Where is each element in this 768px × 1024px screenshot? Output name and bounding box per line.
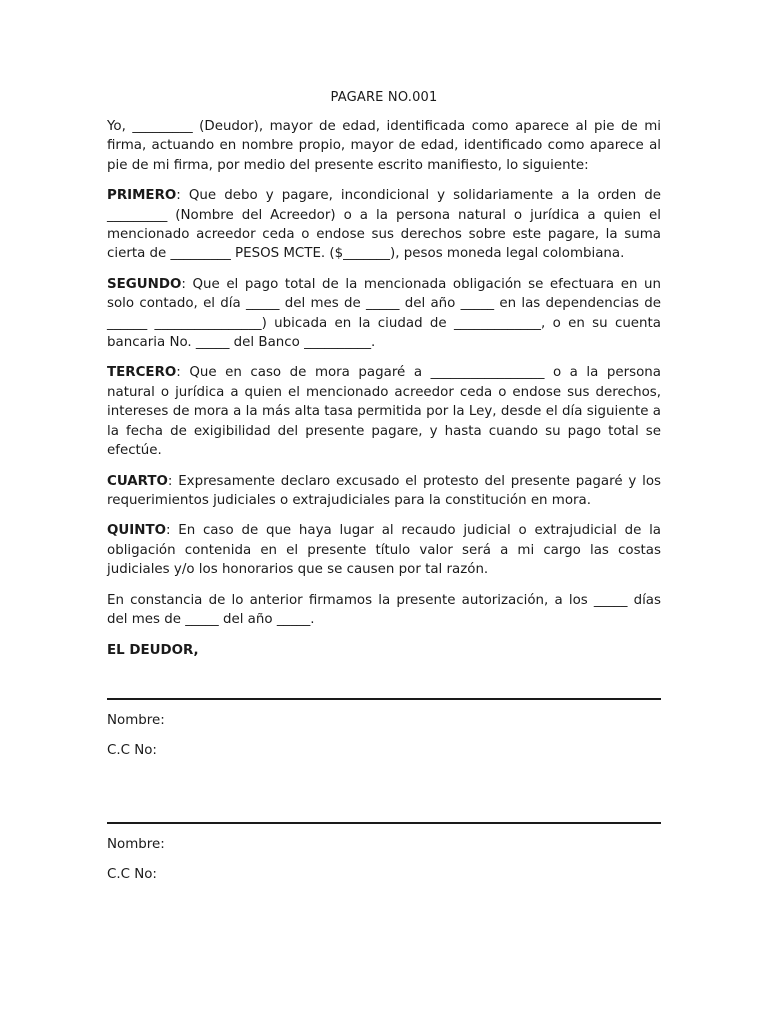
clause-primero bbox=[107, 186, 661, 264]
clause-heading: QUINTO bbox=[107, 523, 166, 539]
clause-tercero bbox=[107, 363, 661, 460]
clause-text: : Que en caso de mora pagaré a _________________ o a la persona natural o jurídica a quien el mencionado acreedor ceda o endose sus derechos, intereses de mora a la más alta tasa permitida por la Ley, desde el día siguiente a la fecha de exigibilidad del presente pagare, y hasta cuando su pago total se efectúe. bbox=[107, 365, 661, 459]
clause-heading: SEGUNDO bbox=[107, 276, 182, 292]
closing-paragraph: En constancia de lo anterior firmamos la presente autorización, a los _____ días del mes de _____ del año _____. bbox=[107, 592, 661, 627]
clause-text: : Expresamente declaro excusado el protesto del presente pagaré y los requerimientos judiciales o extrajudiciales para la constitución en mora. bbox=[107, 473, 661, 508]
signature-name-label: Nombre: bbox=[107, 713, 165, 728]
clause-text: : Que debo y pagare, incondicional y solidariamente a la orden de _________ (Nombre del Acreedor) o a la persona natural o jurídica a quien el mencionado acreedor ceda o endose sus derechos sobre este pagare, la suma cierta de _________ PESOS MCTE. ($_______), pesos moneda legal colombiana. bbox=[107, 188, 661, 262]
signer-label: EL DEUDOR, bbox=[107, 643, 199, 659]
signature-line bbox=[107, 822, 661, 824]
clause-text: : Que el pago total de la mencionada obligación se efectuara en un solo contado, el día _____ del mes de _____ del año _____ en las dependencias de ______ ________________) ubicada en la ciudad de _____________, o en su cuenta bancaria No. _____ del Banco __________. bbox=[107, 276, 661, 351]
clause-heading: TERCERO bbox=[107, 365, 177, 381]
clause-heading: CUARTO bbox=[107, 473, 168, 489]
signature-line bbox=[107, 698, 661, 700]
signature-id-label: C.C No: bbox=[107, 743, 157, 758]
clause-heading: PRIMERO bbox=[107, 188, 177, 204]
clause-quinto bbox=[107, 521, 661, 579]
document-body bbox=[107, 90, 661, 658]
signature-name-label: Nombre: bbox=[107, 837, 165, 852]
intro-paragraph: Yo, _________ (Deudor), mayor de edad, identificada como aparece al pie de mi firma, actuando en nombre propio, mayor de edad, identificado como aparece al pie de mi firma, por medio del presente escrito manifiesto, lo siguiente: bbox=[107, 119, 661, 173]
document-title: PAGARE NO.001 bbox=[330, 90, 438, 105]
clause-text: : En caso de que haya lugar al recaudo judicial o extrajudicial de la obligación contenida en el presente título valor será a mi cargo las costas judiciales y/o los honorarios que se causen por tal razón. bbox=[107, 523, 661, 578]
clause-segundo bbox=[107, 275, 661, 353]
clause-cuarto bbox=[107, 472, 661, 511]
signature-id-label: C.C No: bbox=[107, 867, 157, 882]
